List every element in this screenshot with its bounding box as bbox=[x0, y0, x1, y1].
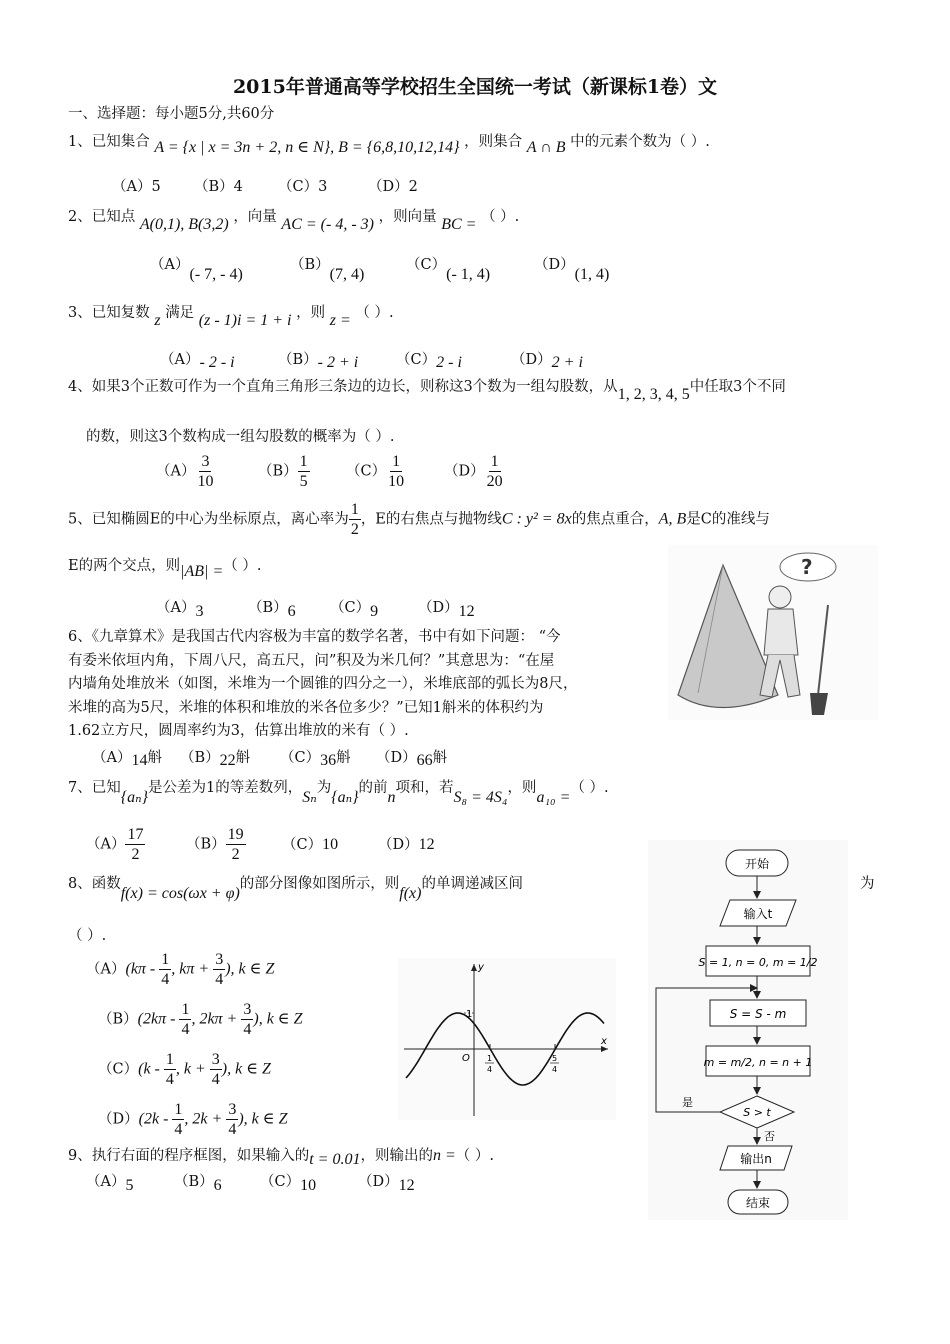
q1-option-d: （D）2 bbox=[368, 179, 418, 195]
flow-start-text: 开始 bbox=[744, 857, 770, 871]
q9-option-b-label: （B） bbox=[174, 1174, 214, 1190]
q1-options bbox=[112, 177, 418, 197]
q3-options bbox=[160, 350, 583, 370]
q4-option-c-fraction: $\frac{1}{10}$ bbox=[388, 453, 405, 490]
question-7 bbox=[68, 778, 609, 806]
q1-set-a: A = {x | x = 3n + 2, n ∈ N} bbox=[154, 139, 331, 156]
flow-step-subtract-text: S = S - m bbox=[729, 1007, 787, 1021]
q6-unit: 斛 bbox=[432, 750, 448, 766]
q3-option-c-value: 2 - i bbox=[436, 354, 462, 371]
flow-step-update-text: m = m/2, n = n + 1 bbox=[703, 1056, 813, 1069]
q3-option-d-label: （D） bbox=[511, 352, 552, 368]
q6-option-b-value: 22 bbox=[219, 752, 236, 769]
q6-option-a-label: （A） bbox=[92, 750, 132, 766]
q3-option-c-label: （C） bbox=[396, 352, 437, 368]
q5-line1b: ，E的右焦点与抛物线 bbox=[360, 511, 502, 528]
q9-option-a-label: （A） bbox=[86, 1174, 126, 1190]
q3-option-a-label: （A） bbox=[160, 352, 200, 368]
q7-suffix: （ ）. bbox=[570, 780, 609, 796]
q5-line1d: 是C的准线与 bbox=[686, 511, 770, 528]
q2-mid2: ，则向量 bbox=[378, 209, 437, 225]
q8-suffix: 的单调递减区间 bbox=[421, 876, 523, 892]
q2-prefix: 2、已知点 bbox=[68, 209, 136, 225]
question-8 bbox=[68, 874, 523, 902]
q7-mid4: 项和，若 bbox=[395, 780, 454, 796]
q1-option-a: （A）5 bbox=[112, 179, 161, 195]
q9-mid: ，则输出的 bbox=[360, 1148, 433, 1164]
flow-input-text: 输入t bbox=[743, 907, 773, 921]
q9-option-b-value: 6 bbox=[213, 1177, 222, 1194]
q3-equation: (z - 1)i = 1 + i bbox=[198, 312, 292, 329]
q5-option-c-label: （C） bbox=[330, 600, 371, 616]
q6-unit: 斛 bbox=[235, 750, 251, 766]
q5-option-a-label: （A） bbox=[156, 600, 196, 616]
q8-line2: （ ）. bbox=[68, 928, 107, 944]
q6-line5: 1.62立方尺，圆周率约为3，估算出堆放的米有（ ）. bbox=[68, 723, 409, 739]
y-one-label: 1 bbox=[466, 1009, 473, 1020]
q4-option-a-label: （A） bbox=[156, 463, 196, 480]
flow-no-label: 否 bbox=[764, 1130, 775, 1143]
origin-label: O bbox=[462, 1053, 470, 1064]
rice-pile-illustration bbox=[668, 545, 878, 720]
q1-mid: ，则集合 bbox=[464, 134, 523, 150]
q2-mid1: ，向量 bbox=[233, 209, 277, 225]
q7-mid1: 是公差为1的等差数列， bbox=[148, 780, 303, 796]
q6-option-c-label: （C） bbox=[280, 750, 321, 766]
x-tick-1-num: 1 bbox=[487, 1054, 493, 1063]
q8-wei: 为 bbox=[860, 876, 875, 892]
q4-option-d-label: （D） bbox=[444, 463, 485, 480]
flowchart bbox=[648, 840, 848, 1220]
question-3 bbox=[68, 303, 394, 329]
q6-option-a-value: 14 bbox=[131, 752, 148, 769]
q3-z-equals: z = bbox=[329, 312, 351, 329]
q6-option-c-value: 36 bbox=[320, 752, 337, 769]
q4-numbers: 1, 2, 3, 4, 5 bbox=[617, 386, 690, 403]
question-9 bbox=[68, 1146, 494, 1166]
q4-option-d-fraction: $\frac{1}{20}$ bbox=[486, 453, 503, 490]
q5-option-c-value: 9 bbox=[370, 603, 379, 620]
q1-suffix: 中的元素个数为（ ）. bbox=[570, 134, 710, 150]
q2-suffix: （ ）. bbox=[481, 209, 520, 225]
flow-decision-text: S > t bbox=[743, 1106, 771, 1119]
q5-option-b-value: 6 bbox=[287, 603, 296, 620]
q3-option-b-value: - 2 + i bbox=[317, 354, 359, 371]
q3-mid2: ，则 bbox=[296, 305, 326, 321]
q5-ab: A, B bbox=[658, 510, 687, 528]
q5-line1a: 5、已知椭圆E的中心为坐标原点，离心率为 bbox=[68, 511, 349, 528]
q6-unit: 斛 bbox=[336, 750, 351, 766]
q7-condition: S₈ = 4S₄ bbox=[453, 789, 508, 806]
q7-option-c-value: 10 bbox=[322, 835, 339, 853]
q7-option-d-label: （D） bbox=[378, 836, 419, 853]
q9-t: t = 0.01 bbox=[309, 1151, 361, 1168]
q3-z: z bbox=[154, 312, 161, 329]
q4-option-c-label: （C） bbox=[346, 463, 387, 480]
q4-line1b: 中任取3个不同 bbox=[689, 379, 786, 395]
q8-function: f(x) = cos(ωx + φ) bbox=[120, 885, 240, 902]
q7-sequence-2: {aₙ} bbox=[331, 789, 359, 806]
q5-abs-ab: |AB| = bbox=[180, 563, 224, 580]
x-axis-label: x bbox=[601, 1036, 607, 1047]
q2-option-c-value: (- 1, 4) bbox=[446, 266, 491, 283]
q3-prefix: 3、已知复数 bbox=[68, 305, 150, 321]
person-body bbox=[764, 609, 798, 655]
q1-prefix: 1、已知集合 bbox=[68, 134, 150, 150]
q7-prefix: 7、已知 bbox=[68, 780, 121, 796]
q8-option-d: （D）(2k - $\frac{1}{4}$ , 2k + $\frac{3}{4}$ ), k ∈ Z bbox=[98, 1101, 288, 1138]
q5-parabola: C : y² = 8x bbox=[501, 510, 572, 528]
q5-eccentricity: $\frac{1}{2}$ bbox=[350, 501, 359, 538]
x-tick-2-den: 4 bbox=[552, 1065, 558, 1074]
q9-option-d-value: 12 bbox=[398, 1177, 415, 1194]
q9-prefix: 9、执行右面的程序框图，如果输入的 bbox=[68, 1148, 310, 1164]
x-tick-1-den: 4 bbox=[487, 1065, 493, 1074]
q6-options bbox=[92, 748, 447, 768]
q7-option-a-label: （A） bbox=[86, 836, 126, 853]
q3-mid1: 满足 bbox=[165, 305, 195, 321]
q2-vector-bc: BC = bbox=[441, 216, 477, 233]
q7-options bbox=[86, 825, 435, 864]
section-heading: 一、选择题：每小题5分,共60分 bbox=[68, 106, 275, 122]
question-mark-icon: ? bbox=[801, 555, 813, 579]
q7-option-c-label: （C） bbox=[282, 836, 323, 853]
q9-option-a-value: 5 bbox=[125, 1177, 134, 1194]
y-axis-label: y bbox=[478, 962, 484, 973]
q5-option-d-value: 12 bbox=[458, 603, 475, 620]
q4-option-b-fraction: $\frac{1}{5}$ bbox=[299, 453, 308, 490]
q1-option-c: （C）3 bbox=[278, 179, 328, 195]
q9-option-c-label: （C） bbox=[260, 1174, 301, 1190]
q5-option-a-value: 3 bbox=[195, 603, 204, 620]
q3-suffix: （ ）. bbox=[355, 305, 394, 321]
q7-mid5: ，则 bbox=[507, 780, 537, 796]
q9-option-c-value: 10 bbox=[300, 1177, 317, 1194]
q9-n: n = bbox=[432, 1147, 456, 1164]
q7-a10: a₁₀ = bbox=[536, 789, 571, 806]
q5-line2 bbox=[68, 556, 262, 580]
q8-option-c: （C）(k - $\frac{1}{4}$ , k + $\frac{3}{4}$ ), k ∈ Z bbox=[98, 1051, 271, 1088]
q3-option-a-value: - 2 - i bbox=[199, 354, 235, 371]
question-1 bbox=[68, 132, 710, 156]
q7-sn: Sₙ bbox=[302, 789, 317, 806]
q6-line2: 有委米依垣内角，下周八尺，高五尺，问”积及为米几何？”其意思为：“在屋 bbox=[68, 652, 555, 669]
q9-options bbox=[86, 1172, 415, 1192]
q1-set-b: , B = {6,8,10,12,14} bbox=[330, 139, 460, 156]
q6-unit: 斛 bbox=[147, 750, 162, 766]
q7-option-d-value: 12 bbox=[418, 835, 435, 853]
q7-mid3: 的前 bbox=[358, 780, 388, 796]
q2-option-a-value: (- 7, - 4) bbox=[189, 266, 243, 283]
q2-option-b-label: （B） bbox=[290, 257, 330, 273]
q7-option-a-fraction: $\frac{17}{2}$ bbox=[127, 826, 144, 863]
flow-init-text: S = 1, n = 0, m = 1/2 bbox=[698, 956, 818, 969]
page-title: 2015年普通高等学校招生全国统一考试（新课标1卷）文 bbox=[232, 76, 718, 98]
q7-option-b-label: （B） bbox=[186, 836, 226, 853]
q8-option-a: （A）(kπ - $\frac{1}{4}$ , kπ + $\frac{3}{4}$ ), k ∈ Z bbox=[86, 951, 275, 988]
q6-option-d-value: 66 bbox=[416, 752, 433, 769]
cosine-graph bbox=[398, 958, 616, 1120]
q4-line1: 4、如果3个正数可作为一个直角三角形三条边的边长，则称这3个数为一组勾股数，从 bbox=[68, 379, 618, 395]
q2-option-a-label: （A） bbox=[150, 257, 190, 273]
question-2 bbox=[68, 207, 520, 233]
q4-option-a-fraction: $\frac{3}{10}$ bbox=[197, 453, 214, 490]
q7-option-b-fraction: $\frac{19}{2}$ bbox=[227, 826, 244, 863]
q2-option-b-value: (7, 4) bbox=[329, 266, 365, 283]
q5-option-d-label: （D） bbox=[418, 600, 459, 616]
q6-option-b-label: （B） bbox=[180, 750, 220, 766]
q8-prefix: 8、函数 bbox=[68, 876, 121, 892]
q5-options bbox=[156, 598, 475, 618]
question-4 bbox=[68, 377, 786, 403]
q2-vector-ac: AC = (- 4, - 3) bbox=[281, 216, 374, 233]
flow-yes-label: 是 bbox=[682, 1096, 693, 1109]
q5-line2b: （ ）. bbox=[223, 558, 262, 574]
q6-line1: 6、《九章算术》是我国古代内容极为丰富的数学名著，书中有如下问题： “今 bbox=[68, 629, 561, 645]
q8-option-b: （B）(2kπ - $\frac{1}{4}$ , 2kπ + $\frac{3}{4}$ ), k ∈ Z bbox=[98, 1001, 303, 1038]
q2-option-c-label: （C） bbox=[406, 257, 447, 273]
q9-option-d-label: （D） bbox=[358, 1174, 399, 1190]
question-5 bbox=[68, 500, 770, 539]
q1-option-b: （B）4 bbox=[194, 179, 243, 195]
q2-option-d-value: (1, 4) bbox=[574, 266, 610, 283]
q7-n: n bbox=[387, 789, 396, 806]
question-6 bbox=[68, 626, 577, 744]
q4-line2: 的数，则这3个数构成一组勾股数的概率为（ ）. bbox=[86, 429, 395, 445]
q7-sequence: {aₙ} bbox=[120, 789, 149, 806]
q9-suffix: （ ）. bbox=[455, 1148, 494, 1164]
q8-mid: 的部分图像如图所示，则 bbox=[239, 876, 400, 892]
q2-option-d-label: （D） bbox=[534, 257, 575, 273]
q3-option-d-value: 2 + i bbox=[551, 354, 583, 371]
q1-intersection: A ∩ B bbox=[526, 139, 566, 156]
q4-option-b-label: （B） bbox=[258, 463, 298, 480]
q6-option-d-label: （D） bbox=[376, 750, 417, 766]
x-tick-2-num: 5 bbox=[552, 1054, 558, 1063]
flow-output-text: 输出n bbox=[740, 1152, 772, 1166]
q8-fx: f(x) bbox=[399, 885, 422, 902]
q5-option-b-label: （B） bbox=[248, 600, 288, 616]
q2-options bbox=[150, 255, 610, 283]
q3-option-b-label: （B） bbox=[278, 352, 318, 368]
q5-line1c: 的焦点重合， bbox=[571, 511, 659, 528]
q6-line3: 内墙角处堆放米（如图，米堆为一个圆锥的四分之一），米堆底部的弧长为8尺， bbox=[68, 676, 578, 692]
q5-line2a: E的两个交点，则 bbox=[68, 558, 181, 574]
person-head bbox=[769, 586, 791, 608]
q4-options bbox=[156, 452, 505, 491]
q7-mid2: 为 bbox=[316, 780, 332, 796]
q2-points: A(0,1), B(3,2) bbox=[139, 216, 229, 233]
flow-end-text: 结束 bbox=[745, 1196, 771, 1210]
q6-line4: 米堆的高为5尺，米堆的体积和堆放的米各位多少？”已知1斛米的体积约为 bbox=[68, 699, 544, 716]
